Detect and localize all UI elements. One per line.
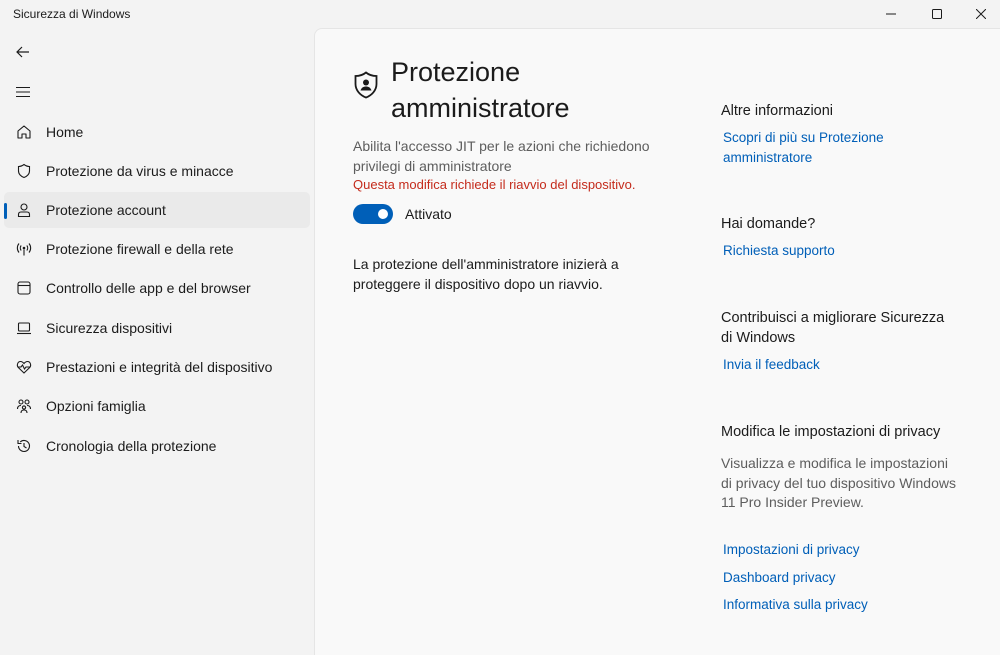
get-help-link[interactable]: Richiesta supporto: [723, 243, 835, 258]
close-button[interactable]: [958, 0, 1000, 28]
nav-item-label: Protezione da virus e minacce: [46, 163, 234, 179]
nav-item-app-browser[interactable]: [4, 270, 310, 306]
title-bar: [0, 0, 1000, 28]
close-icon: [976, 9, 986, 19]
nav-item-device-performance[interactable]: [4, 349, 310, 385]
back-button[interactable]: [13, 42, 33, 62]
maximize-icon: [932, 9, 942, 19]
page-title: Protezione amministratore: [391, 57, 570, 123]
family-icon: [14, 396, 34, 416]
privacy-statement-link[interactable]: Informativa sulla privacy: [723, 597, 868, 612]
nav-item-label: Cronologia della protezione: [46, 438, 217, 454]
navigation-pane: [0, 28, 314, 655]
privacy-settings-link[interactable]: Impostazioni di privacy: [723, 542, 860, 557]
menu-button[interactable]: [13, 82, 33, 102]
hamburger-menu-icon: [15, 86, 31, 98]
improve-heading: Contribuisci a migliorare Sicurezza di Windows: [721, 310, 945, 346]
nav-item-label: Controllo delle app e del browser: [46, 280, 251, 296]
admin-shield-icon: [353, 71, 379, 99]
nav-item-account-protection[interactable]: [4, 192, 310, 228]
learn-more-link[interactable]: Scopri di più su Protezione amministratore: [723, 130, 884, 165]
maximize-button[interactable]: [914, 0, 960, 28]
nav-item-family-options[interactable]: [4, 388, 310, 424]
nav-item-label: Sicurezza dispositivi: [46, 320, 173, 336]
nav-item-label: Prestazioni e integrità del dispositivo: [46, 359, 273, 375]
app-title: Sicurezza di Windows: [13, 7, 131, 21]
privacy-heading: Modifica le impostazioni di privacy: [721, 424, 941, 440]
nav-item-label: Protezione firewall e della rete: [46, 241, 234, 257]
restart-warning: Questa modifica richiede il riavvio del dispositivo.: [353, 177, 636, 192]
privacy-description: Visualizza e modifica le impostazioni di privacy del tuo dispositivo Windows 11 Pro Insider Preview.: [721, 455, 956, 510]
heart-pulse-icon: [14, 357, 34, 377]
feedback-link[interactable]: Invia il feedback: [723, 357, 820, 372]
laptop-icon: [14, 318, 34, 338]
history-icon: [14, 436, 34, 456]
nav-item-label: Opzioni famiglia: [46, 398, 146, 414]
nav-item-home[interactable]: [4, 114, 310, 150]
nav-item-protection-history[interactable]: [4, 428, 310, 464]
more-info-heading: Altre informazioni: [721, 103, 834, 119]
restart-info-text: La protezione dell'amministratore inizierà a proteggere il dispositivo dopo un riavvio.: [353, 256, 619, 292]
admin-protection-toggle[interactable]: [353, 204, 393, 224]
shield-icon: [14, 161, 34, 181]
toggle-state-label: Attivato: [405, 206, 452, 222]
back-arrow-icon: [16, 46, 30, 58]
selection-indicator: [4, 203, 7, 219]
nav-item-virus-protection[interactable]: [4, 153, 310, 189]
minimize-button[interactable]: [868, 0, 914, 28]
minimize-icon: [886, 9, 896, 19]
person-icon: [14, 200, 34, 220]
nav-item-firewall[interactable]: [4, 231, 310, 267]
nav-item-label: Protezione account: [46, 202, 166, 218]
app-window-icon: [14, 278, 34, 298]
antenna-icon: [14, 239, 34, 259]
home-icon: [14, 122, 34, 142]
privacy-dashboard-link[interactable]: Dashboard privacy: [723, 570, 836, 585]
toggle-knob: [378, 209, 388, 219]
nav-item-device-security[interactable]: [4, 310, 310, 346]
feature-description: Abilita l'accesso JIT per le azioni che richiedono privilegi di amministratore: [353, 138, 650, 174]
questions-heading: Hai domande?: [721, 216, 816, 232]
nav-item-label: Home: [46, 124, 84, 140]
